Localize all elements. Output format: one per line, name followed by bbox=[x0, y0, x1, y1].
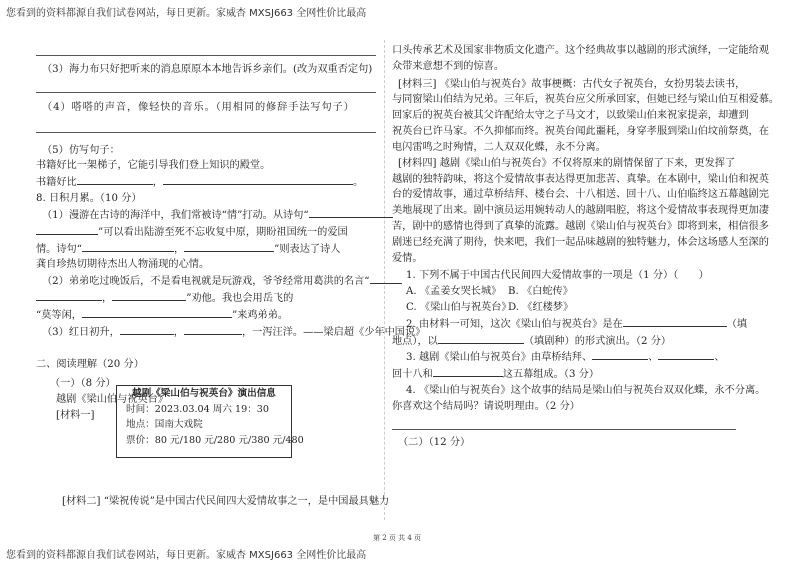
material-2: [材料二] “梁祝传说”是中国古代民间四大爱情故事之一，是中国最具魅力 bbox=[62, 496, 390, 507]
q8-3-blank[interactable] bbox=[120, 324, 174, 335]
question-8-title: 8. 日积月累。（10 分） bbox=[36, 193, 142, 205]
q3-text: 、 bbox=[714, 352, 725, 364]
q2-text: （填 bbox=[726, 318, 748, 330]
q8-2-blank[interactable] bbox=[112, 290, 186, 301]
material-4-line: 苦，剧中的感情也得到了真挚的流露。越剧《梁山伯与祝英台》即将到来，相信很多 bbox=[392, 220, 769, 232]
q8-3-blank[interactable] bbox=[184, 324, 242, 335]
question-4-line: 4. 《梁山伯与祝英台》这个故事的结局是梁山伯与祝英台双双化蝶，永不分离。 bbox=[406, 385, 766, 397]
material-4-line: 美地展现了出来。剧中演员运用婉转动人的越剧唱腔，将这个爱情故事表现得更加凄 bbox=[392, 205, 769, 217]
q2-blank[interactable] bbox=[623, 316, 727, 327]
question-5-example: 书籍好比一架梯子，它能引导我们登上知识的殿堂。 bbox=[36, 160, 271, 172]
option-c[interactable]: C. 《梁山伯与祝英台》 bbox=[406, 302, 512, 313]
q3-text: 回十八和 bbox=[392, 369, 433, 381]
option-d[interactable]: D. 《红楼梦》 bbox=[508, 302, 574, 313]
q2-text: （填剧种）的形式演出。（2 分） bbox=[523, 335, 672, 347]
question-4: （4）嗒嗒的声音，像轻快的音乐。（用相同的修辞手法写句子） bbox=[42, 101, 355, 113]
page-header: 您看到的资料都源自我们试卷网站，每日更新。家威杏 MXSJ663 全网性价比最高 bbox=[6, 8, 367, 19]
q2-text: 2. 由材料一可知，这次《梁山伯与祝英台》是在 bbox=[406, 318, 623, 330]
box-price: 票价：80 元/180 元/280 元/380 元/480 bbox=[126, 434, 304, 446]
question-5-prompt: 书籍好比 ， 。 bbox=[36, 174, 376, 191]
material-4-line: [材料四] 越剧《梁山伯与祝英台》不仅将原来的剧情保留了下来，更发挥了 bbox=[398, 157, 736, 169]
q8-1-text: ”可以看出陆游至死不忘收复中原，期盼祖国统一的爱国 bbox=[98, 226, 348, 238]
box-title: 越剧《梁山伯与祝英台》演出信息 bbox=[132, 388, 276, 399]
q5-blank[interactable] bbox=[163, 174, 353, 185]
q8-2-line-c bbox=[36, 307, 376, 324]
page-footer: 您看到的资料都源自我们试卷网站，每日更新。家威杏 MXSJ663 全网性价比最高 bbox=[6, 550, 367, 561]
material-2-cont: 众带来意想不到的惊喜。 bbox=[392, 60, 505, 72]
q3-text: 、 bbox=[648, 352, 659, 364]
q8-3-line: （3）红日初升， ， ，一泻汪洋。——梁启超《少年中国说》 bbox=[36, 324, 376, 341]
material-3-line: 回家后的祝英台被其父许配给太守之子马文才，以致梁山伯来祝家提亲，却遭到 bbox=[392, 110, 749, 122]
q8-2-line-b: ， ”劝他。我也会用岳飞的 bbox=[36, 290, 376, 307]
question-3-line bbox=[392, 349, 736, 366]
box-place: 地点：国南大戏院 bbox=[126, 419, 203, 431]
q8-2-text: ”劝他。我也会用岳飞的 bbox=[186, 292, 294, 304]
page-number: 第 2 页 共 4 页 bbox=[372, 534, 422, 542]
material-3-line: [材料三] 《梁山伯与祝英台》故事梗概：古代女子祝英台，女扮男装去读书， bbox=[398, 78, 746, 90]
q8-1-blank[interactable] bbox=[309, 207, 393, 218]
q8-1-line-d: 龚自珍热切期待杰出人物涌现的心情。 bbox=[36, 259, 210, 271]
q8-1-blank[interactable] bbox=[36, 224, 98, 235]
question-3: （3）海力布只好把听来的消息原原本本地告诉乡亲们。(改为双重否定句) bbox=[42, 64, 373, 75]
question-1-options-row bbox=[392, 300, 736, 316]
material-3-line: 与同窗梁山伯结为兄弟。三年后，祝英台应父所承回家，但她已经与梁山伯互相爱慕。 bbox=[392, 94, 780, 106]
q8-1-line-a bbox=[36, 207, 376, 224]
section-2-title: 二、阅读理解（20 分） bbox=[36, 359, 144, 371]
q3-text: 3. 越剧《梁山伯与祝英台》由草桥结拜、 bbox=[406, 352, 593, 364]
material-4-line: 爱情。 bbox=[392, 252, 423, 264]
q3-blank[interactable] bbox=[658, 349, 714, 360]
box-time: 时间：2023.03.04 周六 19：30 bbox=[126, 403, 270, 415]
answer-line bbox=[36, 132, 376, 133]
q8-1-line-c: 情。诗句“ ， ”则表达了诗人 bbox=[36, 241, 376, 258]
material-4-line: 台的爱情故事，通过草桥结拜、楼台会、十八相送、回十八、山伯临终这五幕越剧完 bbox=[392, 189, 769, 201]
q8-2-text: （2）弟弟吃过晚饭后，不是看电视就是玩游戏，爷爷经常用葛洪的名言“ bbox=[42, 276, 370, 288]
option-b[interactable]: B. 《白蛇传》 bbox=[508, 286, 573, 298]
q2-text: 地点），以 bbox=[392, 335, 438, 347]
material-3-line: 电闪雷鸣之时殉情，二人双双化蝶，永不分离。 bbox=[392, 141, 606, 153]
performance-info-box bbox=[116, 385, 304, 458]
material-4-line: 剧迷已经充满了期待，快来吧，我们一起品味越剧的独特魅力，体会这场感人至深的 bbox=[392, 236, 769, 248]
q2-blank[interactable] bbox=[438, 333, 524, 344]
q3-text: 这五幕组成。（3 分） bbox=[502, 369, 600, 381]
section-2-part-1: （一）（8 分） bbox=[50, 378, 116, 390]
q8-2-line-a bbox=[36, 273, 376, 290]
right-column bbox=[392, 43, 780, 451]
q8-2-text: “莫等闲， bbox=[36, 309, 82, 321]
q8-2-blank[interactable] bbox=[82, 307, 232, 318]
q8-1-text: ”则表达了诗人 bbox=[274, 243, 341, 255]
q8-1-line-b bbox=[36, 224, 376, 241]
q3-blank[interactable] bbox=[433, 366, 503, 377]
question-3-line bbox=[392, 366, 736, 383]
option-a[interactable]: A. 《孟姜女哭长城》 bbox=[406, 286, 502, 298]
question-5-title: （5）仿写句子： bbox=[42, 144, 120, 156]
material-4-line: 越剧的独特韵味，将这个爱情故事表达得更加悲苦、真挚。在本剧中，梁山伯和祝英 bbox=[392, 173, 769, 185]
question-2-line bbox=[392, 316, 748, 333]
question-1-options-row bbox=[392, 284, 736, 300]
q3-blank[interactable] bbox=[592, 349, 648, 360]
answer-line bbox=[36, 92, 376, 93]
section-2-part-2: （二）（12 分） bbox=[398, 436, 471, 448]
section-2-subtitle: 越剧《梁山伯与祝英台》 bbox=[56, 394, 169, 405]
material-3-line: 祝英台已许马家。不久抑郁而终。祝英台闻此噩耗，身穿孝服到梁山伯坟前祭奠，在 bbox=[392, 126, 769, 138]
question-4-line: 你喜欢这个结局吗？请说明理由。（2 分） bbox=[392, 400, 580, 412]
q8-3-text: ，一泻汪洋。——梁启超《少年中国说》 bbox=[241, 326, 426, 338]
q5-lead: 书籍好比 bbox=[36, 177, 77, 189]
question-2-line bbox=[392, 333, 736, 350]
q8-2-blank[interactable] bbox=[36, 290, 102, 301]
q5-blank[interactable] bbox=[77, 174, 153, 185]
q8-3-text: （3）红日初升， bbox=[42, 326, 120, 338]
answer-line bbox=[36, 55, 376, 56]
answer-line[interactable] bbox=[392, 429, 736, 430]
question-1: 1. 下列不属于中国古代民间四大爱情故事的一项是（1 分）（ ） bbox=[406, 270, 709, 282]
q8-1-text: 情。诗句“ bbox=[36, 243, 82, 255]
q8-2-text: ”来鸡弟弟。 bbox=[231, 309, 289, 321]
q8-1-blank[interactable] bbox=[82, 241, 174, 252]
material-1-label: [材料一] bbox=[56, 409, 95, 421]
q8-1-text: （1）漫游在古诗的海洋中，我们常被诗“情”打动。从诗句“ bbox=[42, 209, 309, 221]
q8-1-blank[interactable] bbox=[184, 241, 274, 252]
material-2-cont: 口头传承艺术及国家非物质文化遗产。这个经典故事以越剧的形式演绎，一定能给观 bbox=[392, 45, 769, 56]
